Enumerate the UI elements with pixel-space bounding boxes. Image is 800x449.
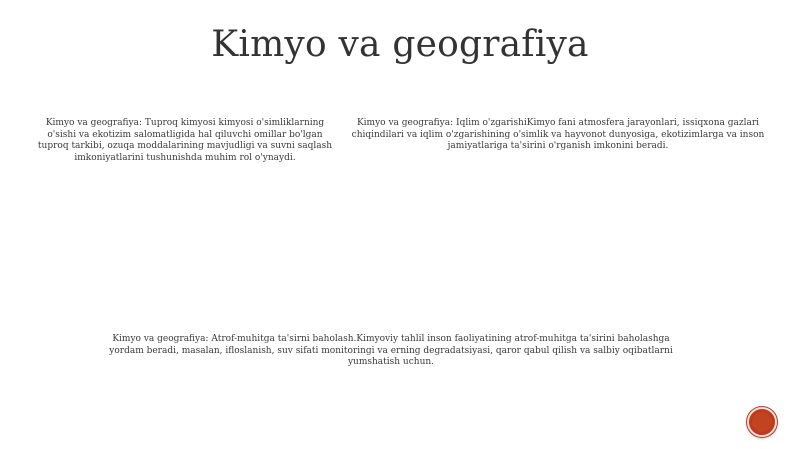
text-block-climate-change: Kimyo va geografiya: Iqlim o'zgarishiKimyo fani atmosfera jarayonlari, issiqxona gazlari chiqindilari va iqlim o'zgarishining o'simlik va hayvonot dunyosiga, ekotizimlarga va inson jamiyatlariga ta'sirini o'rganish imkonini beradi. [351,118,765,151]
text-block-environmental-impact: Kimyo va geografiya: Atrof-muhitga ta'sirni baholash.Kimyoviy tahlil inson faoliyatining atrof-muhitga ta'sirini baholashga yordam beradi, masalan, ifloslanish, suv sifati monitoringi va erning degradatsiyasi, qaror qabul qilish va salbiy oqibatlarni yumshatish uchun. [109,334,673,367]
text-block-soil-chemistry: Kimyo va geografiya: Tuproq kimyosi kimyosi o'simliklarning o'sishi va ekotizim salomatligida hal qiluvchi omillar bo'lgan tuproq tarkibi, ozuqa moddalarining mavjudligi va suvni saqlash imkoniyatlarini tushunishda muhim rol o'ynaydi. [37,118,333,163]
slide-nav-button[interactable] [747,407,777,437]
slide-title: Kimyo va geografiya [211,24,589,65]
circle-nav-icon [752,412,772,432]
